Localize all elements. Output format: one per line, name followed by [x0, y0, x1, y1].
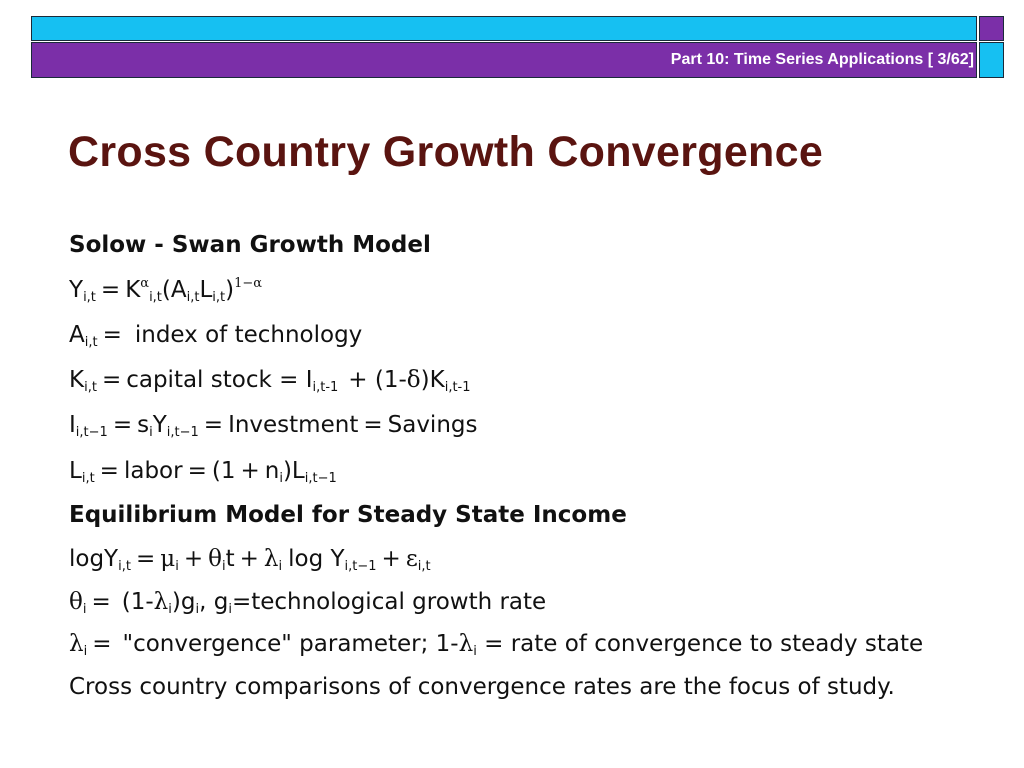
section-heading-equilibrium: Equilibrium Model for Steady State Income: [69, 502, 627, 528]
equation-capital: $K_{i,t}$ = capital stock = $I_{i,t-1} + (1-\delta)K_{i,t-1}$: [69, 367, 471, 395]
header-corner-square-top: [979, 16, 1004, 41]
closing-statement: Cross country comparisons of convergence rates are the focus of study.: [69, 674, 895, 700]
header-corner-square-bottom: [979, 42, 1004, 78]
equation-production: $Y_{i,t} = K^\alpha_{i,t}(A_{i,t}L_{i,t})^{1-\alpha}$: [69, 276, 263, 305]
equation-investment: $I_{i,t-1} = s_iY_{i,t-1}$ = Investment = Savings: [69, 412, 478, 440]
equation-lambda: $\lambda_i$ = "convergence" parameter; $1-\lambda_i$ = rate of convergence to steady state: [69, 631, 924, 659]
equation-theta: $\theta_i = (1-\lambda_i)g_i$, $g_i=technological$ growth rate: [69, 589, 547, 617]
slide-title: Cross Country Growth Convergence: [68, 128, 824, 176]
slide-header-label: Part 10: Time Series Applications [ 3/62]: [670, 51, 974, 68]
equation-labor: $L_{i,t}$ = labor = $(1 + n_i)L_{i,t-1}$: [69, 458, 337, 486]
equation-equilibrium: $\log Y_{i,t} = \mu_i + \theta_it + \lambda_i$ $\log Y_{i,t-1} + \varepsilon_{i,t}$: [69, 546, 431, 574]
header-band-top: [31, 16, 977, 41]
equation-technology: $A_{i,t}$ = index of technology: [69, 322, 363, 350]
section-heading-solow: Solow - Swan Growth Model: [69, 232, 431, 258]
